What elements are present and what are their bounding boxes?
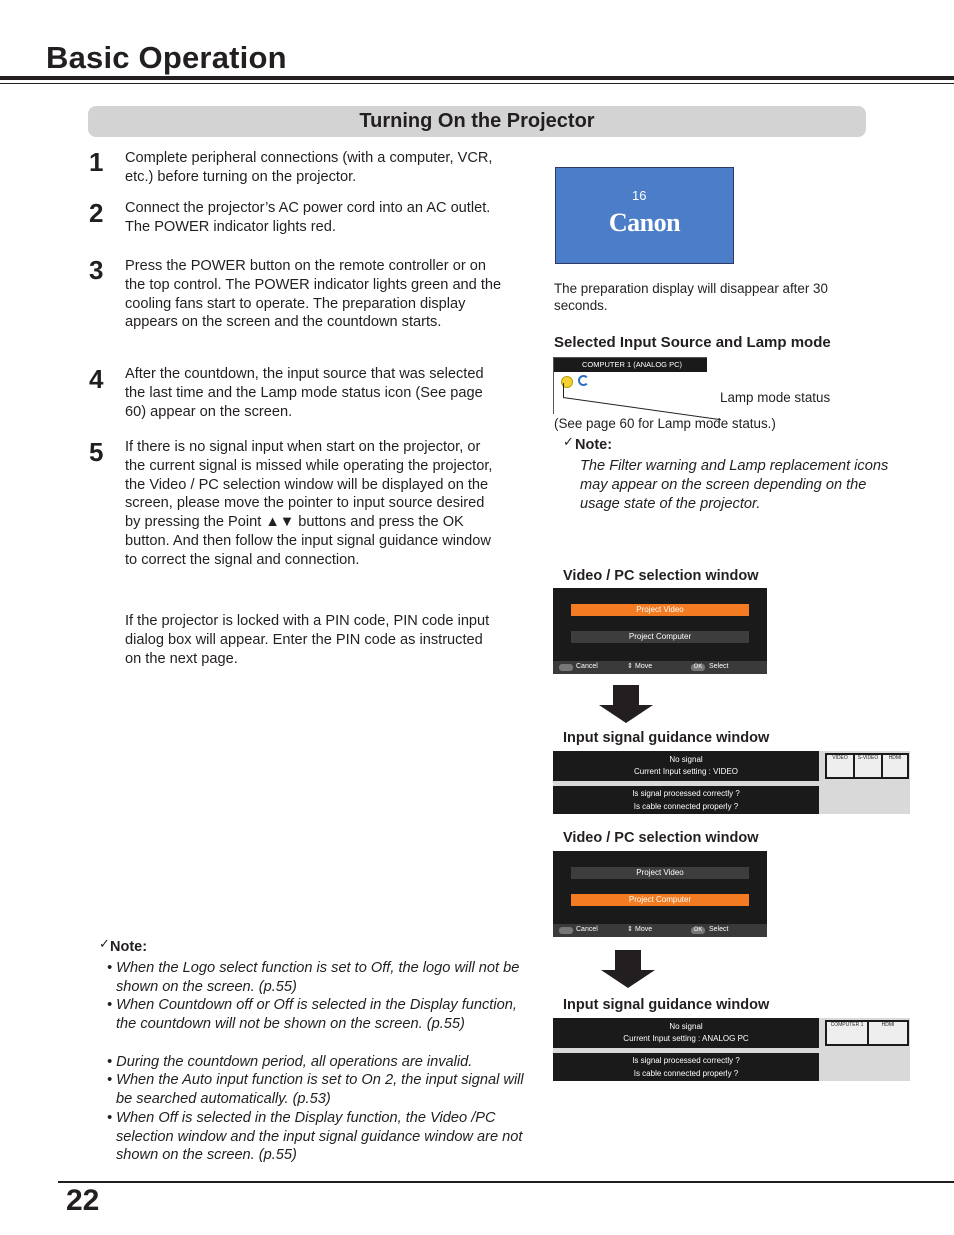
guidance-heading-2: Input signal guidance window [563, 997, 770, 1013]
step-text-2: Connect the projector’s AC power cord into an AC outlet. The POWER indicator lights red. [125, 200, 491, 235]
video-pc-window-2 [553, 851, 767, 937]
question-cable: Is cable connected properly ? [633, 802, 739, 811]
note-bullet-4: • When the Auto input function is set to On 2, the input signal will be searched automatically. (p.53) [107, 1072, 524, 1107]
ok-key-icon: OK [691, 664, 705, 671]
input-source-label: COMPUTER 1 (ANALOG PC) [554, 358, 707, 372]
question-cable: Is cable connected properly ? [633, 1069, 739, 1078]
guidance-window-2 [553, 1018, 910, 1081]
question-signal: Is signal processed correctly ? [632, 789, 740, 798]
no-signal-text: No signal [669, 755, 703, 764]
page-heading: Basic Operation [46, 40, 287, 75]
select-hint: Select [709, 663, 729, 670]
no-signal-text: No signal [669, 1022, 703, 1031]
page-number: 22 [66, 1184, 100, 1217]
question-signal: Is signal processed correctly ? [632, 1056, 740, 1065]
note-bullet-2: • When Countdown off or Off is selected in the Display function, the countdown will not be shown on the screen. (p.55) [107, 997, 517, 1032]
footer-rule [58, 1181, 954, 1183]
step-number-4: 4 [89, 364, 104, 394]
project-video-option: Project Video [571, 867, 749, 879]
move-arrows-icon: ⇕ [627, 926, 633, 933]
project-video-option: Project Video [571, 604, 749, 616]
project-computer-option: Project Computer [571, 894, 749, 906]
ok-key-icon: OK [691, 927, 705, 934]
see-page-text: (See page 60 for Lamp mode status.) [554, 416, 776, 431]
video-pc-heading-2: Video / PC selection window [563, 830, 759, 846]
note-bullet-1: • When the Logo select function is set to Off, the logo will not be shown on the screen. (p.55) [107, 960, 520, 995]
cancel-hint: Cancel [576, 926, 598, 933]
osd-control-bar [553, 661, 767, 674]
note-label: Note: [575, 437, 613, 453]
note-bullet-5: • When Off is selected in the Display function, the Video /PC selection window and the input signal guidance window are not shown on the screen. (p.55) [107, 1110, 523, 1164]
down-arrow-icon [613, 685, 639, 705]
step-number-2: 2 [89, 198, 104, 228]
input-lamp-heading: Selected Input Source and Lamp mode [554, 334, 831, 351]
guidance-heading-1: Input signal guidance window [563, 730, 770, 746]
preparation-display [555, 167, 734, 264]
checkmark-icon: ✓ [563, 434, 574, 449]
down-arrow-icon [615, 950, 641, 970]
video-pc-window-1 [553, 588, 767, 674]
bottom-note-label: Note: [110, 939, 148, 955]
current-input-text: Current Input setting : ANALOG PC [623, 1034, 749, 1043]
current-input-text: Current Input setting : VIDEO [633, 767, 739, 776]
preparation-caption: The preparation display will disappear after 30 seconds. [554, 281, 828, 313]
step-text-1: Complete peripheral connections (with a computer, VCR, etc.) before turning on the projector. [125, 150, 493, 185]
cancel-hint: Cancel [576, 663, 598, 670]
step-text-4: After the countdown, the input source that was selected the last time and the Lamp mode status icon (See page 60) appear on the screen. [125, 366, 484, 420]
move-hint: Move [635, 926, 653, 933]
note-bullet-3: • During the countdown period, all operations are invalid. [107, 1054, 473, 1070]
hdmi-port: HDMI [883, 755, 907, 777]
header-rule [0, 76, 954, 80]
down-arrow-head [599, 705, 653, 723]
cancel-key-icon [559, 664, 573, 671]
step-text-5: If there is no signal input when start on the projector, or the current signal is missed while operating the projector, the Video / PC selection window will be displayed on the screen, please move the pointer to input source desired by pressing the Point ▲▼ buttons and press the OK button. And then follow the input signal guidance window to correct the signal and connection. [125, 439, 493, 568]
select-hint: Select [709, 926, 729, 933]
video-pc-heading-1: Video / PC selection window [563, 568, 759, 584]
move-arrows-icon: ⇕ [627, 663, 633, 670]
cancel-key-icon [559, 927, 573, 934]
step-number-1: 1 [89, 147, 104, 177]
svideo-port: S-VIDEO [855, 755, 881, 777]
step-number-3: 3 [89, 255, 104, 285]
note-text: The Filter warning and Lamp replacement icons may appear on the screen depending on the usage state of the projector. [580, 458, 889, 512]
computer1-port: COMPUTER 1 [827, 1022, 867, 1044]
video-port: VIDEO [827, 755, 853, 777]
project-computer-option: Project Computer [571, 631, 749, 643]
header-rule-thin [0, 83, 954, 84]
countdown-number: 16 [632, 188, 647, 203]
down-arrow-head [601, 970, 655, 988]
step-text-3: Press the POWER button on the remote controller or on the top control. The POWER indicator lights green and the cooling fans start to operate. The preparation display appears on the screen and the countdown starts. [125, 258, 502, 331]
pin-code-text: If the projector is locked with a PIN code, PIN code input dialog box will appear. Enter the PIN code as instructed on the next page. [125, 613, 490, 667]
lamp-mode-label: Lamp mode status [720, 390, 831, 405]
canon-logo: Canon [608, 208, 681, 237]
step-number-5: 5 [89, 437, 104, 467]
section-title: Turning On the Projector [88, 106, 866, 137]
guidance-window-1 [553, 751, 910, 814]
port-panel [825, 1020, 909, 1046]
move-hint: Move [635, 663, 653, 670]
osd-control-bar [553, 924, 767, 937]
checkmark-icon: ✓ [99, 936, 110, 951]
port-panel [825, 753, 909, 779]
hdmi-port: HDMI [869, 1022, 907, 1044]
